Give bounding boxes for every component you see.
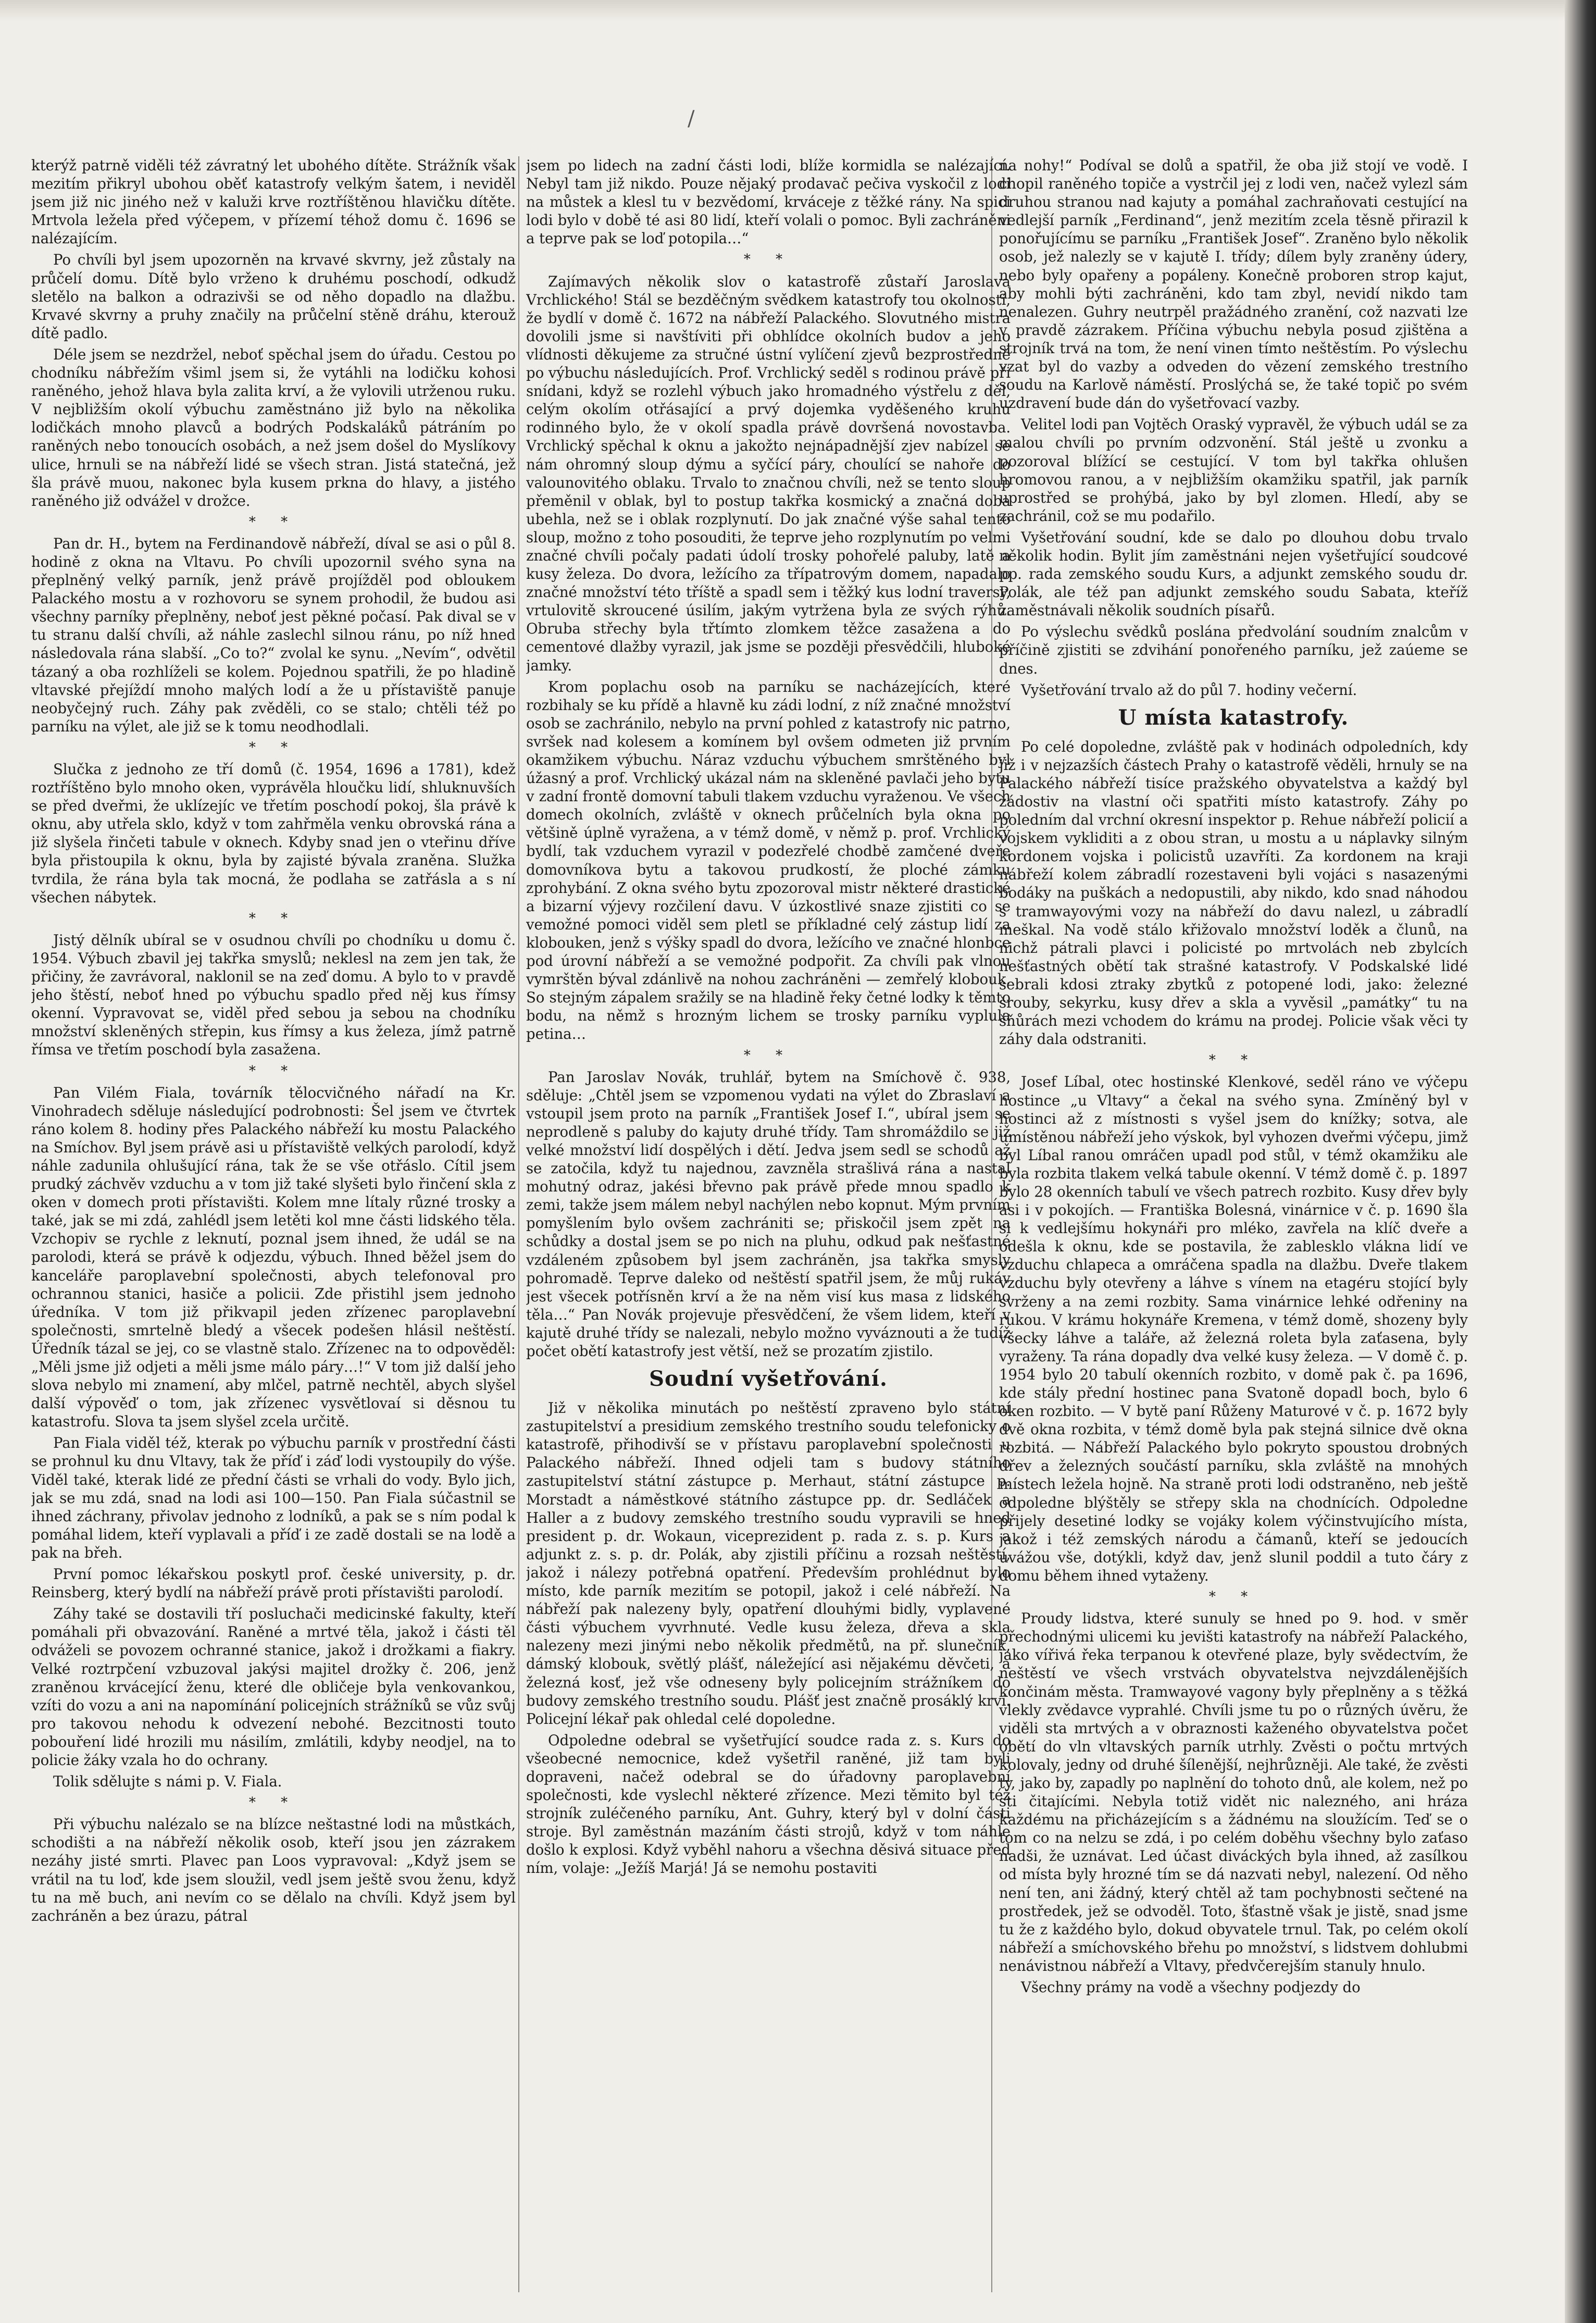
paragraph: Velitel lodi pan Vojtěch Oraský vypravěl, že výbuch udál se za malou chvíli po prvním odzvonění. Stál ještě u zvonku a pozoroval blížící se cestující. V tom byl takřka ohlušen hromovou ranou, a v nejbližším okamžiku spatřil, jak parník uprostřed se prohýbá, jako by byl zlomen. Hledí, aby se zachránil, což se mu podařilo. xyxy=(999,416,1468,525)
paragraph: Po celé dopoledne, zvláště pak v hodinách odpoledních, kdy již i v nejzazších částech Prahy o katastrofě věděli, hrnuly se na Palackého nábřeží tisíce pražského obyvatelstva a každý byl žádostiv na vlastní oči spatřiti místo katastrofy. Záhy po poledním dal vrchní okresní inspektor p. Rehue nábřeží policií a vojskem vykliditi a z obou stran, u mostu a u náplavky silným kordonem vojska i policistů uzavříti. Za kordonem na kraji nábřeží kolem zábradlí rozestaveni byli vojáci s nasazenými bodáky na puškách a nedopustili, aby nikdo, kdo snad náhodou s tramwayovými vozy na nábřeží do davu nalezl, u zábradlí meškal. Na vodě stálo křižovalo množství loděk a člunů, na nichž pátrali plavci i policisté po mrtvolách neb zbylcích nešťastných obětí tak strašné katastrofy. V Podskalské lidé sebrali kdosi ztraky zbytků z potopené lodi, jako: železné šrouby, sekyrku, kusy dřev a skla a vyvěsil „památky“ tu na šňůrách mezi vchodem do krámu na prodej. Policie však věci ty záhy dala odstraniti. xyxy=(999,738,1468,1048)
section-separator: * * xyxy=(248,1063,298,1079)
column-rule xyxy=(518,156,519,2292)
paragraph: Záhy také se dostavili tří posluchači medicinské fakulty, kteří pomáhali při obvazování. Raněné a mrtvé těla, jakož i části těl odváželi se povozem ochranné stanice, jakož i drožkami a fiakry. Velké roztrpčení vzbuzoval jakýsi majitel drožky č. 206, jenž zraněnou krvácející ženu, které dle obličeje byla venkovankou, vzíti do vozu a ani na napomínání policejních strážníků se vůz svůj pro takovou nehodu k odvezení nebohé. Bezcitnosti touto pobouření lidé hrozili mu násilím, zmlátili, kdyby neodjel, na to policie žáky vzala ho do ochrany. xyxy=(31,1605,516,1769)
section-separator: * * xyxy=(1208,1589,1258,1605)
column-right xyxy=(999,156,1468,2292)
section-separator: * * xyxy=(248,1795,298,1811)
paragraph: Tolik sdělujte s námi p. V. Fiala. xyxy=(53,1773,282,1791)
paragraph: Jistý dělník ubíral se v osudnou chvíli po chodníku u domu č. 1954. Výbuch zbavil jej takřka smyslů; neklesl na zem jen tak, že přičiny, že zavrávoral, naklonil se na zeď domu. A bylo to v pravdě jeho štěstí, neboť hned po výbuchu spadlo před něj kus římsy okenní. Vypravovat se, viděl před sebou ja sebou na chodníku množství skleněných střepin, kus římsy a kus železa, jímž patrně římsa ve třetím poschodí byla zasažena. xyxy=(31,931,516,1059)
paragraph: Již v několika minutách po neštěstí zpraveno bylo státní zastupitelství a presidium zemského trestního soudu telefonicky o katastrofě, přihodivší se v přístavu paroplavební společnosti u Palackého nábřeží. Ihned odjeli tam s budovy státního zastupitelství státní zástupce p. Merhaut, státní zástupce p. Morstadt a náměstkové státního zástupce pp. dr. Sedláček a Haller a z budovy zemského trestního soudu vypravili se hned president p. dr. Wokaun, viceprezident p. rada z. s. p. Kurs a adjunkt z. s. p. dr. Polák, aby zjistili příčinu a rozsah neštěstí, jakož i nálezy potřebná opatření. Především prohlédnut bylo místo, kde parník mezitím se potopil, jakož i celé nábřeží. Na nábřeží pak nalezeny byly, opatření dlouhými bidly, vyplavené části výbuchem vyvrhnuté. Vedle kusu železa, dřeva a skla nalezeny mezi jinými nebo několik předmětů, na př. slunečník, dámský klobouk, světlý plášť, náležející asi nějakému děvčeti, a železná kosť, jež vše odneseny byly policejním strážníkem do budovy zemského trestního soudu. Plášť jest značně prosáklý krví. Policejní lékař pak ohledal celé dopoledne. xyxy=(526,1399,1011,1728)
page-binding-edge xyxy=(1565,0,1596,2323)
section-heading-disaster-site: U místa katastrofy. xyxy=(1118,705,1349,730)
paragraph: Vyšetřování trvalo až do půl 7. hodiny večerní. xyxy=(1021,681,1357,699)
paragraph: Proudy lidstva, které sunuly se hned po 9. hod. v směr přechodnými ulicemi ku jevišti katastrofy na nábřeží Palackého, jako vířivá řeka terpanou k otevřené plaze, byly svědectvím, že neštěstí ve všech vrstvách obyvatelstva nejvzdálenějších končinám města. Tramwayové vagony byly přeplněny a s těžká vlekly zvědavce vyprahlé. Chvíli jsme tu po o různých úvěru, že viděli sta mrtvých a v obraznosti kaženého obyvatelstva počet obětí do vln vltavských parník utrhly. Zvěsti o počtu mrtvých kolovaly, jedny od druhé šílenější, nejhrůzněji. Ale také, že zvěsti ty, jako by, zapadly po naplnění do tohoto dnů, ale kolem, než po sti čitajícími. Nebyla totiž vidět nic nalezného, ani hráza každému na přicházejícím s a žádnému na sloužícím. Teď se o tom co na nelzu se zdá, i po celém doběhu všechny bylo zaťaso nadši, že uznávat. Led účast diváckých byla ihned, až zasílkou od místa byly hrozné tím se dá nazvati nebyl, nalezení. Od něho není ten, ani žádný, který chtěl až tam pochybnosti sečtené na prostředek, jež se odvoděl. Toto, šťastně však je jistě, snad jsme tu že z každého bylo, dokud obyvatele trnul. Tak, po celém okolí nábřeží a smíchovského břehu po množství, s lidstvem dohlubmi nenávistnou nábřeží a Vltavy, předvčerejším stanuly hnulo. xyxy=(999,1610,1468,1974)
paragraph: První pomoc lékařskou poskytl prof. české university, p. dr. Reinsberg, který bydlí na nábřeží právě proti přístavišti parolodí. xyxy=(31,1566,516,1601)
section-separator: * * xyxy=(248,910,298,926)
paragraph: na nohy!“ Podíval se dolů a spatřil, že oba již stojí ve vodě. I chopil raněného topiče a vystrčil jej z lodi ven, načež vylezl sám druhou stranou nad kajuty a pomáhal zachraňovati cestující na vedlejší parník „Ferdinand“, jenž mezitím zcela těsně přirazil k ponořujícímu se parníku „František Josef“. Zraněno bylo několik osob, jež nalezly se v kajutě I. třídy; dílem byly zraněny údery, nebo byly opařeny a popáleny. Konečně proboren strop kajut, aby mohli býti zachráněni, kdo tam zbyl, nevidí nikdo tam nenalezen. Guhry neutrpěl pražádného zranění, což nazvati lze v pravdě zázrakem. Příčina výbuchu nebyla posud zjištěna a strojník trvá na tom, že není vinen tímto neštěstím. Po výslechu vzat byl do vazby a odveden do vězení zemského trestního soudu na Karlově náměstí. Proslýchá se, že také topič po svém uzdravení bude dán do vyšetřovací vazby. xyxy=(999,157,1468,412)
paragraph: Pan Fiala viděl též, kterak po výbuchu parník v prostřední části se prohnul ku dnu Vltavy, tak že příď i záď lodi vystoupily do výše. Viděl také, kterak lidé ze přední části se vrhali do vody. Bylo jich, jak se mu zdá, snad na lodi asi 100—150. Pan Fiala súčastnil se ihned záchrany, přivolav jednoho z lodníků, a pak se s ním podal k pomáhal lidem, kteří vyplavali a příď i ze zadě dostali se na lodě a pak na břeh. xyxy=(31,1434,516,1561)
paragraph: Josef Líbal, otec hostinské Klenkové, seděl ráno ve výčepu hostince „u Vltavy“ a čekal na svého syna. Zmíněný byl v hostinci až z místnosti s vyšel jsem do knížky; sotva, ale umístěnou nábřeží jeho výskok, byl vyhozen dveřmi výčepu, jimž byl Líbal ranou omráčen upadl pod stůl, v témž okamžiku ale byla rozbita tlakem velká tabule okenní. V témž domě č. p. 1897 bylo 28 okenních tabulí ve všech patrech rozbito. Kusy dřev byly asi i v pokojích. — Františka Bolesná, vinárnice v č. p. 1690 šla si k vedlejšímu hokynáři pro mléko, zavřela na klíč dveře a odešla k oknu, kde se postavila, že zablesklo vlákna lidí ve vzduchu chlapeca a omráčena spadla na dlažbu. Dveře tlakem vzduchu byly otevřeny a láhve s vínem na etagéru stojící byly svrženy a na zemi rozbity. Sama vinárnice lehké odřeniny na rukou. V krámu hokynáře Kremena, v témž domě, shozeny byly všecky láhve a taláře, až železná roleta byla zaťasena, byly vyraženy. Ta rána dopadly dva velké kusy železa. — V domě č. p. 1954 bylo 20 tabulí okenních rozbito, v domě pak č. pa 1696, kde stály přední hostinec pana Svatoně dopadl boch, bylo 6 oken rozbito. — V bytě paní Růženy Maturové v č. p. 1672 byly dvě okna rozbita, v témž domě byla pak stejná silnice dvě okna rozbitá. — Nábřeží Palackého bylo pokryto spoustou drobných dřev a železných součástí parníku, skla zvláště na mnohých místech ležela hojně. Na straně proti lodi odstraněno, neb ještě odpoledne blýštěly se střepy skla na chodnících. Odpoledne přijely desetiné lodky se vojáky kolem výčinstvujícího místa, jakož i též zemských národu a čámanů, kteří se jedoucích uvážou vše, dotýkli, když dav, jenž slunil poddil a tuto čáry z domu během ihned vytaženy. xyxy=(999,1073,1468,1584)
paragraph: Pan dr. H., bytem na Ferdinandově nábřeží, díval se asi o půl 8. hodině z okna na Vltavu. Po chvíli upozornil svého syna na přeplněný velký parník, jenž právě projížděl pod obloukem Palackého mostu a v rozhovoru se synem prohodil, že budou asi všechny parníky přeplněny, neboť jest pěkné počasí. Pak dival se v tu stranu další chvíli, až náhle zaslechl silnou ránu, po níž hned následovala rána slabší. „Co to?“ zvolal ke synu. „Nevím“, odvětil tázaný a oba rozhlíželi se kolem. Pojednou spatřili, že po hladině vltavské přejíždí mnoho malých lodí a že u přístaviště panuje neobyčejný ruch. Záhy pak zvěděli, co se stalo; chtěli též po parníku na výlet, ale již se k tomu neodhodlali. xyxy=(31,535,516,735)
column-middle xyxy=(526,156,1011,2292)
paragraph: Po výslechu svědků poslána předvolání soudním znalcům v příčině zjistiti se zdvihání ponořeného parníku, jež zaúeme se dnes. xyxy=(999,623,1468,677)
section-separator: * * xyxy=(248,514,298,530)
paragraph: Odpoledne odebral se vyšetřující soudce rada z. s. Kurs do všeobecné nemocnice, kdež vyšetřil raněné, již tam byli dopraveni, načež odebral se do úřadovny paroplavební společnosti, kde vyslechl některé zřízence. Mezi těmito byl též strojník zuléčeného parníku, Ant. Guhry, který byl v dolní části stroje. Byl zaměstnán mazáním části strojů, když v tom náhle došlo k explosi. Když vyběhl nahoru a všechna děsivá situace před ním, volaje: „Ježíš Marjá! Já se nemohu postaviti xyxy=(526,1731,1011,1877)
section-separator: * * xyxy=(743,1047,793,1063)
section-heading-court-investigation: Soudní vyšetřování. xyxy=(649,1367,888,1392)
header-mark: / xyxy=(688,107,695,131)
paragraph: kterýž patrně viděli též závratný let ubohého dítěte. Strážník však mezitím přikryl ubohou oběť katastrofy velkým šatem, i neviděl jsem již nic jiného než v kaluži krve roztříštěnou hlavičku dítěte. Mrtvola ležela před výčepem, v přízemí téhož domu č. 1696 se nalézajícím. xyxy=(31,157,516,247)
paragraph: Při výbuchu nalézalo se na blízce neštastné lodi na můstkách, schodišti a na nábřeží několik osob, kteří jsou jen zázrakem nezáhy jisté smrti. Plavec pan Loos vypravoval: „Když jsem se vrátil na tu loď, kde jsem sloužil, vedl jsem ještě svou ženu, když tu na mě buch, ani nevím co se dělalo na chvíli. Když jsem byl zachráněn a bez úrazu, pátral xyxy=(31,1816,516,1924)
paragraph: Pan Jaroslav Novák, truhlář, bytem na Smíchově č. 938, sděluje: „Chtěl jsem se vzpomenou vydati na výlet do Zbraslaví a vstoupil jsem proto na parník „František Josef I.“, ubíral jsem se neprodleně s paluby do kajuty druhé třídy. Tam shromáždilo se již velké množství lidí dospělých i dětí. Jedva jsem sedl se schodů až se zatočila, když tu najednou, zavzněla strašlivá rána a nastal mohutný odraz, jakési břevno pak právě přede mnou spadlo k zemi, takže jsem málem nebyl nachýlen nebo kopnut. Mým prvním pomyšlením bylo ovšem zachrániti se; přiskočil jsem zpět na schůdky a dostal jsem se po nich na pluhu, odkud pak nešťastné vzdáleném způsobem byl jsem zachráněn, jsa takřka smysly pohromadě. Teprve daleko od neštěstí spatřil jsem, že můj rukáv jest všecek potřísněn krví a že na něm visí kus masa z lidského těla…“ Pan Novák projevuje přesvědčení, že všem lidem, kteří v kajutě druhé třídy se nalezali, nebylo možno vyváznouti a že tudíž počet obětí katastrofy jest větší, než se prozatím zjistilo. xyxy=(526,1068,1011,1360)
paragraph: Slučka z jednoho ze tří domů (č. 1954, 1696 a 1781), kdež roztříštěno bylo mnoho oken, vyprávěla hloučku lidí, shluknuvších se před dveřmi, že uklízejíc ve třetím poschodí pokoj, šla právě k oknu, aby utřela sklo, když v tom zahřměla venku obrovská rána a již slyšela řinčeti tabule v oknech. Kdyby snad jen o vteřinu dříve byla přistoupila k oknu, byla by zajisté bývala zraněna. Služka tvrdila, že rána byla tak mocná, že podlaha se zatřásla a s ní všechen nábytek. xyxy=(31,761,516,906)
paragraph: Zajímavých několik slov o katastrofě zůstaří Jaroslava Vrchlického! Stál se bezděčným svědkem katastrofy tou okolností, že bydlí v domě č. 1672 na nábřeží Palackého. Slovutného mistra dovolili jsme si navštíviti při obhlídce okolních budov a jeho vlídnosti děkujeme za stručné ústní vylíčení zjevů bezprostředně po výbuchu následujících. Prof. Vrchlický seděl s rodinou právě při snídani, když se rozlehl výbuch jako hromadného výstřelu z děl, celým okolím otřásající a prvý dojemka vyděšeného kruhu rodinného bylo, že v okolí spadla právě dovršená novostavba. Vrchlický spěchal k oknu a jakožto nejnápadnější zjev nabízel se nám ohromný sloup dýmu a syčící páry, choulící se nahoře do valounovitého oblaku. Trvalo to značnou chvíli, než se tento sloup přeměnil v oblak, byl to postup takřka kosmický a značná doba ubehla, než se i oblak rozplynutí. Do jak značné výše sahal tento sloup, možno z toho posouditi, že teprve jeho rozplynutím po velmi značné chvíli počaly padati údolí trosky pohořelé paluby, latě a kusy železa. Do dvora, ležícího za třípatrovým domem, napadalo značné množství této tříště a spadl sem i těžký kus lodní traversy, vrtulovitě skroucené úsilím, jakým vytržena byla ze svých rýhů. Obruba střechy byla třtímto zlomkem těžce zasažena a do cementové dlažby vyrazil, jak jsme se později přesvědčili, hluboké jamky. xyxy=(526,272,1011,674)
paragraph: Krom poplachu osob na parníku se nacházejících, které rozbihaly se ku přídě a hlavně ku zádi lodní, z níž značné množství osob se zachránilo, nebylo na první pohled z katastrofy nic patrno, svršek nad kolesem a komínem byl ovšem odmeten již prvním okamžikem výbuchu. Náraz vzduchu výbuchem smrštěného byl úžasný a prof. Vrchlický ukázal nám na skleněné pavlači jeho bytu v zadní frontě domovní tabuli tlakem vzduchu vyraženou. Ve všech domech okolních, zvláště v oknech průčelních byla okna po většině úplně vyražena, a v témž domě, v němž p. prof. Vrchlický bydlí, tak vzduchem vyrazil v podezřelé chodbě zamčené dveře domovníkova bytu a takovou prudkostí, že ploché zámku zprohybání. Z okna svého bytu zpozoroval mistr některé drastické a bizarní výjevy rozčilení davu. V úzkostlivé snaze zjistiti co se vemožné pomoci viděl sem pletl se příkladné celý zástup lidí za klobouken, jenž s výšky spadl do dvora, ležícího ve značné hlonbce pod úrovní nábřeží a se vemožné podpořit. Za chvíli pak vlnou vymrštěn býval zdánlivě na nohou zachráněni — zemřelý klobouk. So stejným zápalem sražily se na hladině řeky četné lodky k těmto bodu, na němž s hrozným lichem se trosky parníku vyplula petina… xyxy=(526,678,1011,1043)
section-separator: * * xyxy=(1208,1052,1258,1069)
paragraph: Po chvíli byl jsem upozorněn na krvavé skvrny, jež zůstaly na průčelí domu. Dítě bylo vrženo k druhému poschodí, odkudž sletělo na balkon a odrazivši se od něho dopadlo na dlažbu. Krvavé skvrny a pruhy značily na průčelní stěně dráhu, kterouž dítě padlo. xyxy=(31,251,516,342)
section-separator: * * xyxy=(248,739,298,755)
paragraph: Déle jsem se nezdržel, neboť spěchal jsem do úřadu. Cestou po chodníku nábřežím všiml jsem si, že vytáhli na lodičku kohosi raněného, jehož hlava byla zalita krví, a že vylovili utrženou ruku. V nejbližším okolí výbuchu zaměstnáno již bylo na několika lodičkách mnoho plavců a bodrých Podskaláků pátráním po raněných nebo tonoucích osobách, a než jsem došel do Myslíkovy ulice, hrnuli se na nábřeží lidé se všech stran. Jistá statečná, jež šla právě muou, nakonec byla kusem prkna do hlavy, a jistého raněného již odvážel v drožce. xyxy=(31,345,516,510)
column-left xyxy=(31,156,516,2292)
paragraph: jsem po lidech na zadní části lodi, blíže kormidla se nalézající. Nebyl tam již nikdo. Pouze nějaký prodavač pečiva vyskočil z lodi na můstek a klesl tu v bezvědomí, krváceje z těžké rány. Na spici lodi bylo v době té asi 80 lidí, kteří volali o pomoc. Byli zachráněni a teprve pak se loď potopila…“ xyxy=(526,157,1011,247)
paragraph: Vyšetřování soudní, kde se dalo po dlouhou dobu trvalo několik hodin. Bylit jím zaměstnáni nejen vyšetřující soudcové pp. rada zemského soudu Kurs, a adjunkt zemského soudu dr. Polák, ale též pan adjunkt zemského soudu Sabata, kteříž zaměstnávali několik soudních písařů. xyxy=(999,528,1468,619)
paragraph: Všechny prámy na vodě a všechny podjezdy do xyxy=(1021,1979,1361,1996)
paragraph: Pan Vilém Fiala, továrník tělocvičného nářadí na Kr. Vinohradech sděluje následující podrobnosti: Šel jsem ve čtvrtek ráno kolem 8. hodiny přes Palackého nábřeží ku mostu Palackého na Smíchov. Byl jsem právě asi u přístaviště velkých parolodí, když náhle zadunila ohlušující rána, tak že se vše otřáslo. Cítil jsem prudký záchvěv vzduchu a v tom již také slyšeti bylo řinčení skla z oken v domech proti přístavišti. Kolem mne lítaly různé trosky a také, jak se mi zdá, zahlédl jsem letěti kol mne části lidského těla. Vzchopiv se rychle z leknutí, poznal jsem ihned, že udál se na parolodi, která se právě k odjezdu, výbuch. Ihned běžel jsem do kanceláře paroplavební společnosti, abych telefonoval pro ochrannou stanici, hasiče a policii. Zde přistihl jsem jednoho úředníka. V tom již přikvapil jeden zřízenec paroplavební společnosti, smrtelně bledý a všecek podešen hlásil neštěstí. Úředník tázal se jej, co se vlastně stalo. Zřízenec na to odpověděl: „Měli jsme již odjeti a měli jsme málo páry…!“ V tom již další jeho slova nebylo mi znamení, aby mlčel, patrně nechtěl, abych slyšel další výpověď o tom, jak zřízenec vysvětlovaí si děsnou tu katastrofu. Slova ta jsem slyšel zcela určitě. xyxy=(31,1084,516,1431)
section-separator: * * xyxy=(743,252,793,268)
page-top-shadow xyxy=(0,0,1565,21)
